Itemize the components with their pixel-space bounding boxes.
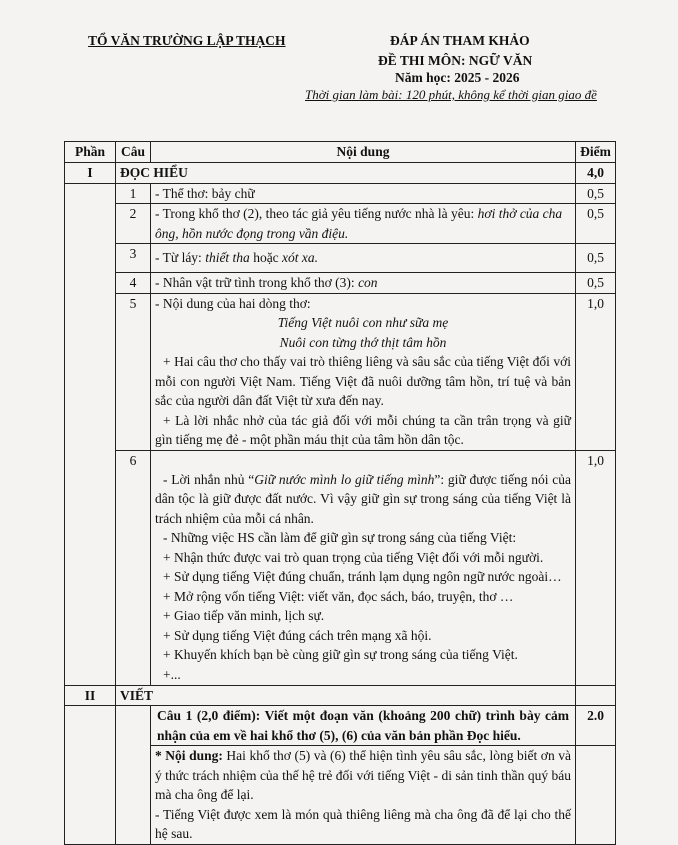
q4-text: - Nhân vật trữ tình trong khổ thơ (3): con (151, 273, 576, 294)
q4-num: 4 (116, 273, 151, 294)
q2-text: - Trong khổ thơ (2), theo tác giả yêu tiếng nước nhà là yêu: hơi thở của cha ông, hồn nước đọng trong vần điệu. (151, 204, 576, 244)
school-name: TỔ VĂN TRƯỜNG LẬP THẠCH (88, 33, 286, 48)
table-row (65, 273, 616, 294)
w1-title: Câu 1 (2,0 điểm): Viết một đoạn văn (khoảng 200 chữ) trình bày cảm nhận của em về hai khổ thơ (5), (6) của văn bản phần Đọc hiểu. (151, 706, 576, 746)
part2-row (65, 685, 616, 706)
poem-line-2: Nuôi con từng thớ thịt tâm hồn (279, 334, 447, 350)
table-row (65, 244, 616, 273)
exam-title: ĐỀ THI MÔN: NGỮ VĂN (378, 53, 533, 68)
q4-score: 0,5 (576, 273, 616, 294)
q5-score: 1,0 (576, 293, 616, 450)
table-header-row (65, 142, 616, 163)
header-score: Điểm (576, 142, 616, 163)
q1-num: 1 (116, 183, 151, 204)
poem-line-1: Tiếng Việt nuôi con như sữa mẹ (277, 315, 449, 330)
q3-text: - Từ láy: thiết tha hoặc xót xa. (151, 244, 576, 273)
table-row (65, 706, 616, 746)
part1-title: ĐỌC HIỂU (116, 163, 576, 184)
q2-score: 0,5 (576, 204, 616, 244)
header-question: Câu (116, 142, 151, 163)
q6-num: 6 (116, 450, 151, 685)
school-year: Năm học: 2025 - 2026 (395, 70, 520, 85)
part2-label: II (65, 685, 116, 706)
q5-num: 5 (116, 293, 151, 450)
table-row (65, 450, 616, 685)
table-row (65, 204, 616, 244)
time-note: Thời gian làm bài: 120 phút, không kể thời gian giao đề (305, 87, 597, 102)
w1-score: 2.0 (576, 706, 616, 746)
part1-row (65, 163, 616, 184)
q1-score: 0,5 (576, 183, 616, 204)
part1-label: I (65, 163, 116, 184)
q3-score: 0,5 (576, 244, 616, 273)
q3-num: 3 (116, 244, 151, 273)
header-content: Nội dung (151, 142, 576, 163)
part2-title: VIẾT (116, 685, 576, 706)
w1-content: * Nội dung: Hai khổ thơ (5) và (6) thể hiện tình yêu sâu sắc, lòng biết ơn và ý thức trách nhiệm của thế hệ trẻ đối với tiếng Việt - di sản tinh thần quý báu mà cha ông để lại. - Tiếng Việt được xem là món quà thiêng liêng mà cha ông đã để lại cho thế hệ sau. (151, 746, 576, 845)
q5-content: - Nội dung của hai dòng thơ: Tiếng Việt nuôi con như sữa mẹ Nuôi con từng thớ thịt tâm hồn + Hai câu thơ cho thấy vai trò thiêng liêng và sâu sắc của tiếng Việt đối với mỗi con người Việt Nam. Tiếng Việt đã nuôi dưỡng tâm hồn, trí tuệ và bản sắc của người dân đất Việt từ xưa đến nay. + Là lời nhắc nhở của tác giả đối với mỗi chúng ta cần trân trọng và giữ gìn tiếng mẹ đẻ - một phần máu thịt của tâm hồn dân tộc. (151, 293, 576, 450)
table-row (65, 293, 616, 450)
q2-num: 2 (116, 204, 151, 244)
q1-text: - Thể thơ: bảy chữ (151, 183, 576, 204)
q6-score: 1,0 (576, 450, 616, 685)
answer-table (64, 141, 616, 845)
answer-title: ĐÁP ÁN THAM KHẢO (390, 33, 530, 48)
part1-score: 4,0 (576, 163, 616, 184)
q6-content: - Lời nhắn nhủ “Giữ nước mình lo giữ tiếng mình”: giữ được tiếng nói của dân tộc là giữ được đất nước. Vì vậy giữ gìn sự trong sáng của tiếng Việt là trách nhiệm của mỗi cá nhân. - Những việc HS cần làm để giữ gìn sự trong sáng của tiếng Việt: + Nhận thức được vai trò quan trọng của tiếng Việt đối với mỗi người. + Sử dụng tiếng Việt đúng chuẩn, tránh lạm dụng ngôn ngữ nước ngoài… + Mở rộng vốn tiếng Việt: viết văn, đọc sách, báo, truyện, thơ … + Giao tiếp văn minh, lịch sự. + Sử dụng tiếng Việt đúng cách trên mạng xã hội. + Khuyến khích bạn bè cùng giữ gìn sự trong sáng của tiếng Việt. +... (151, 450, 576, 685)
header-part: Phần (65, 142, 116, 163)
table-row (65, 183, 616, 204)
